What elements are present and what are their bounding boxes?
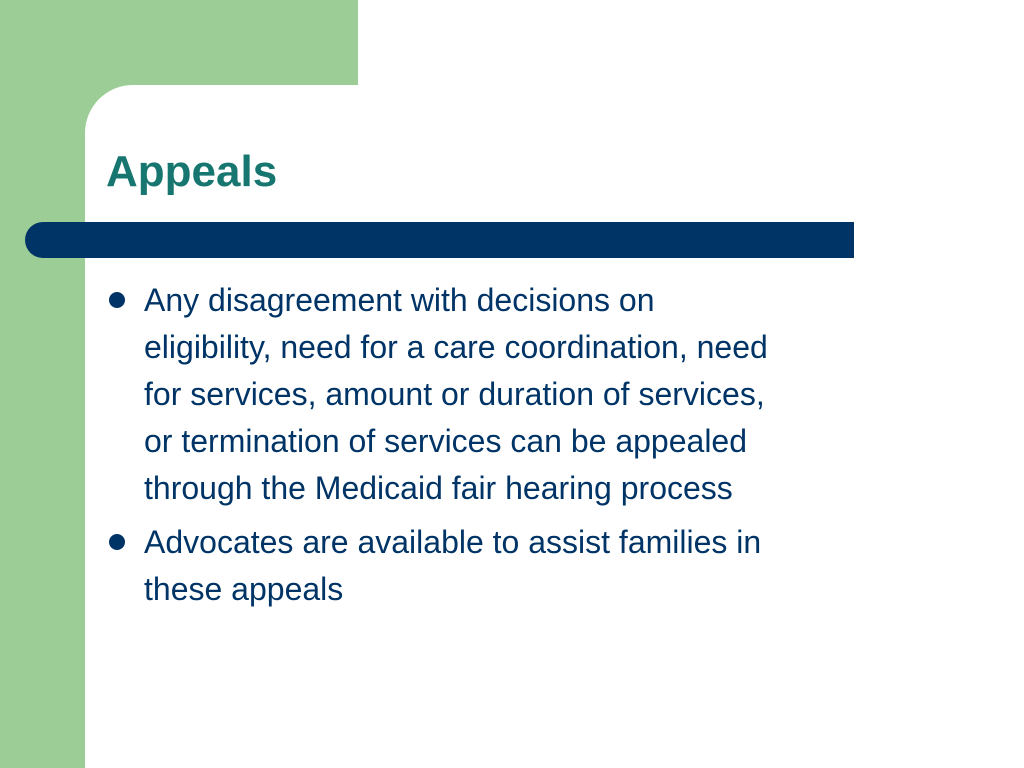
bullet-line: through the Medicaid fair hearing process: [144, 470, 733, 506]
bullet-line: these appeals: [144, 571, 344, 607]
bullet-dot-icon: [109, 534, 125, 550]
bullet-dot-icon: [109, 292, 125, 308]
bullet-line: eligibility, need for a care coordination, need: [144, 329, 768, 365]
bullet-line: or termination of services can be appealed: [144, 423, 748, 459]
bullet-line: for services, amount or duration of services,: [144, 376, 765, 412]
bullet-list: [106, 277, 936, 620]
bullet-item: [106, 277, 936, 512]
title-rule: [25, 222, 854, 258]
bullet-line: Advocates are available to assist families in: [144, 524, 762, 560]
bullet-item: [106, 519, 936, 613]
slide-title: Appeals: [106, 147, 278, 196]
bullet-line: Any disagreement with decisions on: [144, 282, 655, 318]
